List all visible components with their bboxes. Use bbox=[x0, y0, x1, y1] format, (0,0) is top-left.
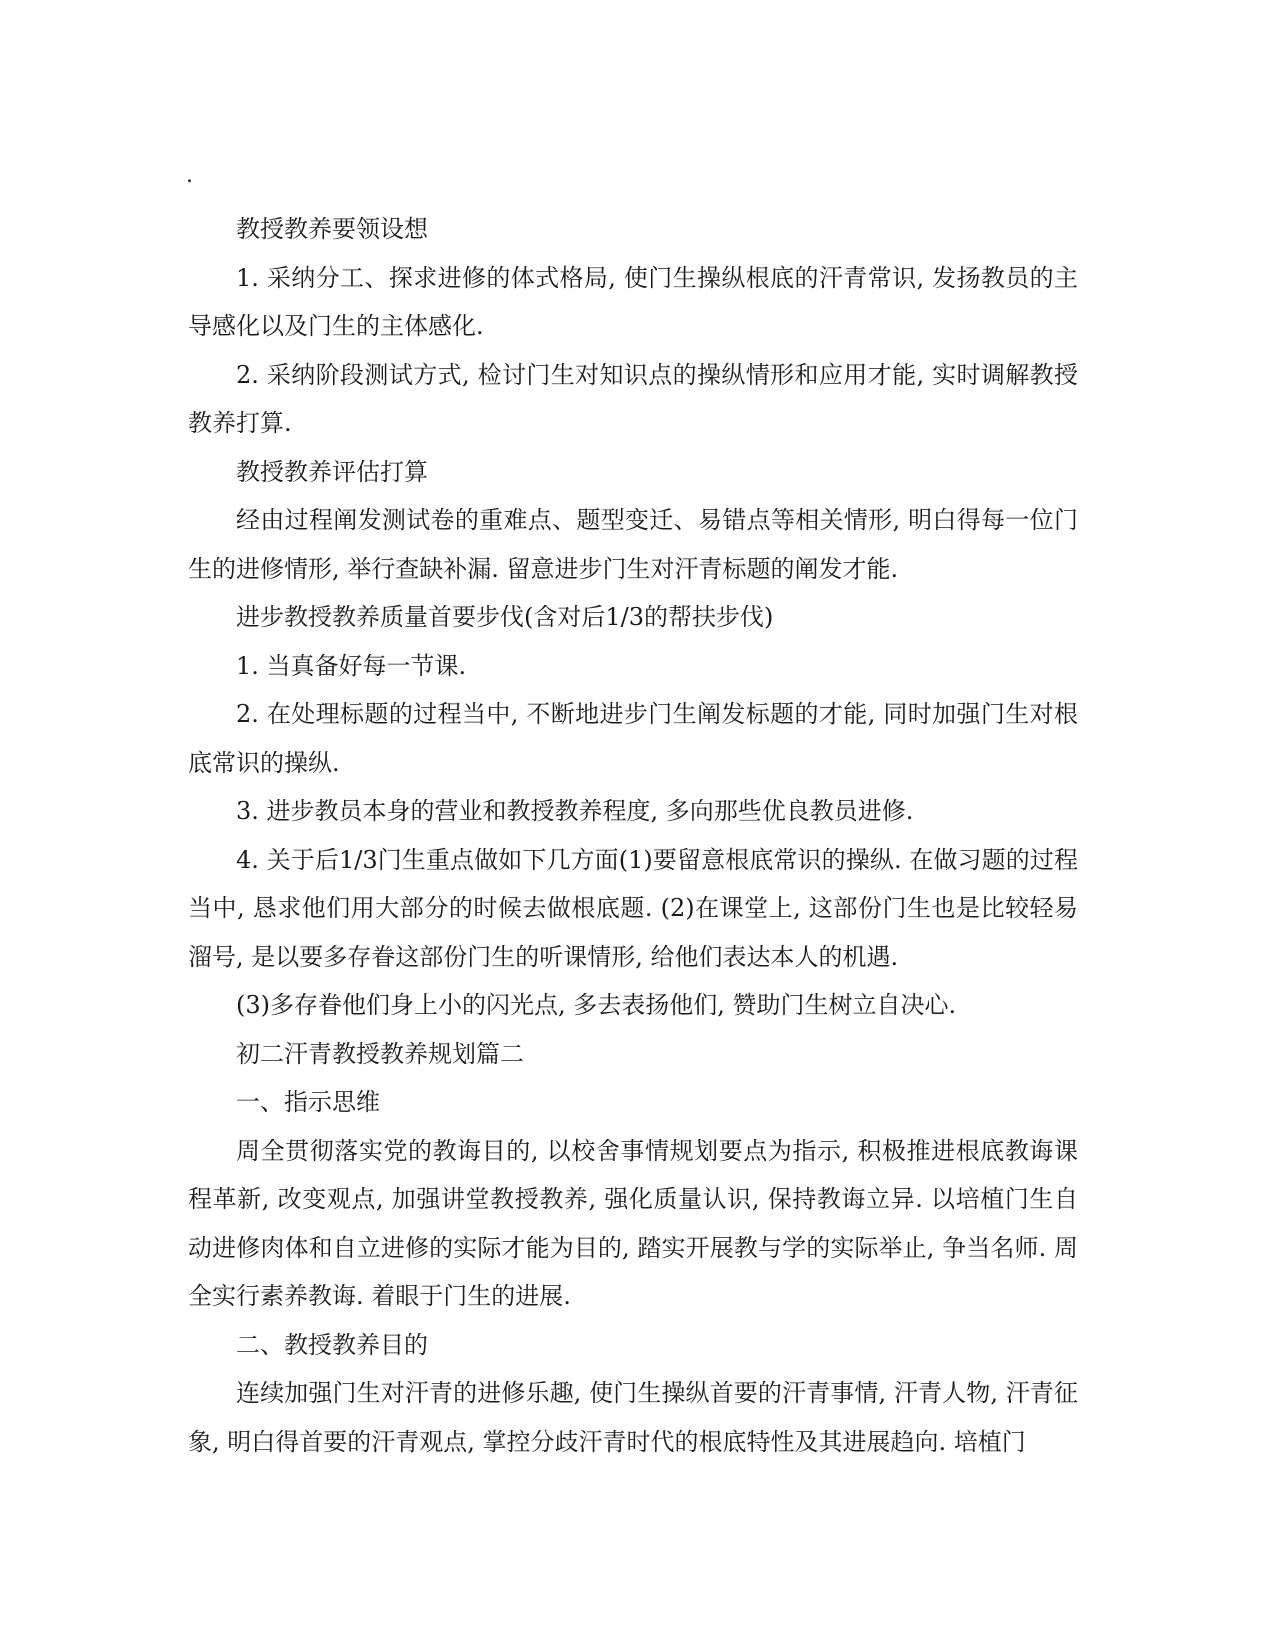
paragraph-teaching-goals: 连续加强门生对汗青的进修乐趣, 使门生操纵首要的汗青事情, 汗青人物, 汗青征象, 明白得首要的汗青观点, 掌控分歧汗青时代的根底特性及其进展趋向. 培植门 bbox=[188, 1379, 1078, 1456]
paragraph-evaluation: 经由过程阐发测试卷的重难点、题型变迁、易错点等相关情形, 明白得每一位门生的进修情形, 举行查缺补漏. 留意进步门生对汗青标题的阐发才能. bbox=[188, 506, 1078, 583]
paragraph-measure-3: 3. 进步教员本身的营业和教授教养程度, 多向那些优良教员进修. bbox=[236, 797, 914, 825]
paragraph-method-2: 2. 采纳阶段测试方式, 检讨门生对知识点的操纵情形和应用才能, 实时调解教授教养打算. bbox=[188, 360, 1078, 437]
page-marker: . bbox=[186, 163, 193, 188]
heading-teaching-method: 教授教养要领设想 bbox=[236, 215, 428, 243]
paragraph-measure-4-cont: (3)多存眷他们身上小的闪光点, 多去表扬他们, 赞助门生树立自决心. bbox=[236, 991, 957, 1019]
paragraph-method-1: 1. 采纳分工、探求进修的体式格局, 使门生操纵根底的汗青常识, 发扬教员的主导感化以及门生的主体感化. bbox=[188, 263, 1078, 340]
heading-section-two: 初二汗青教授教养规划篇二 bbox=[236, 1039, 524, 1068]
document-body bbox=[188, 205, 1078, 1466]
paragraph-measure-4: 4. 关于后1/3门生重点做如下几方面(1)要留意根底常识的操纵. 在做习题的过程当中, 恳求他们用大部分的时候去做根底题. (2)在课堂上, 这部份门生也是比较轻易溜号, 是以要多存眷这部份门生的听课情形, 给他们表达本人的机遇. bbox=[188, 845, 1078, 971]
heading-teaching-goals: 二、教授教养目的 bbox=[236, 1330, 428, 1359]
heading-guiding-thought: 一、指示思维 bbox=[236, 1088, 380, 1116]
heading-evaluation-plan: 教授教养评估打算 bbox=[236, 457, 428, 486]
heading-quality-measures: 进步教授教养质量首要步伐(含对后1/3的帮扶步伐) bbox=[236, 603, 774, 631]
paragraph-measure-1: 1. 当真备好每一节课. bbox=[236, 651, 467, 680]
paragraph-guiding-thought: 周全贯彻落实党的教诲目的, 以校舍事情规划要点为指示, 积极推进根底教诲课程革新, 改变观点, 加强讲堂教授教养, 强化质量认识, 保持教诲立异. 以培植门生自动进修肉体和自立进修的实际才能为目的, 踏实开展教与学的实际举止, 争当名师. 周全实行素养教诲. 着眼于门生的进展. bbox=[188, 1136, 1078, 1310]
paragraph-measure-2: 2. 在处理标题的过程当中, 不断地进步门生阐发标题的才能, 同时加强门生对根底常识的操纵. bbox=[188, 700, 1078, 777]
